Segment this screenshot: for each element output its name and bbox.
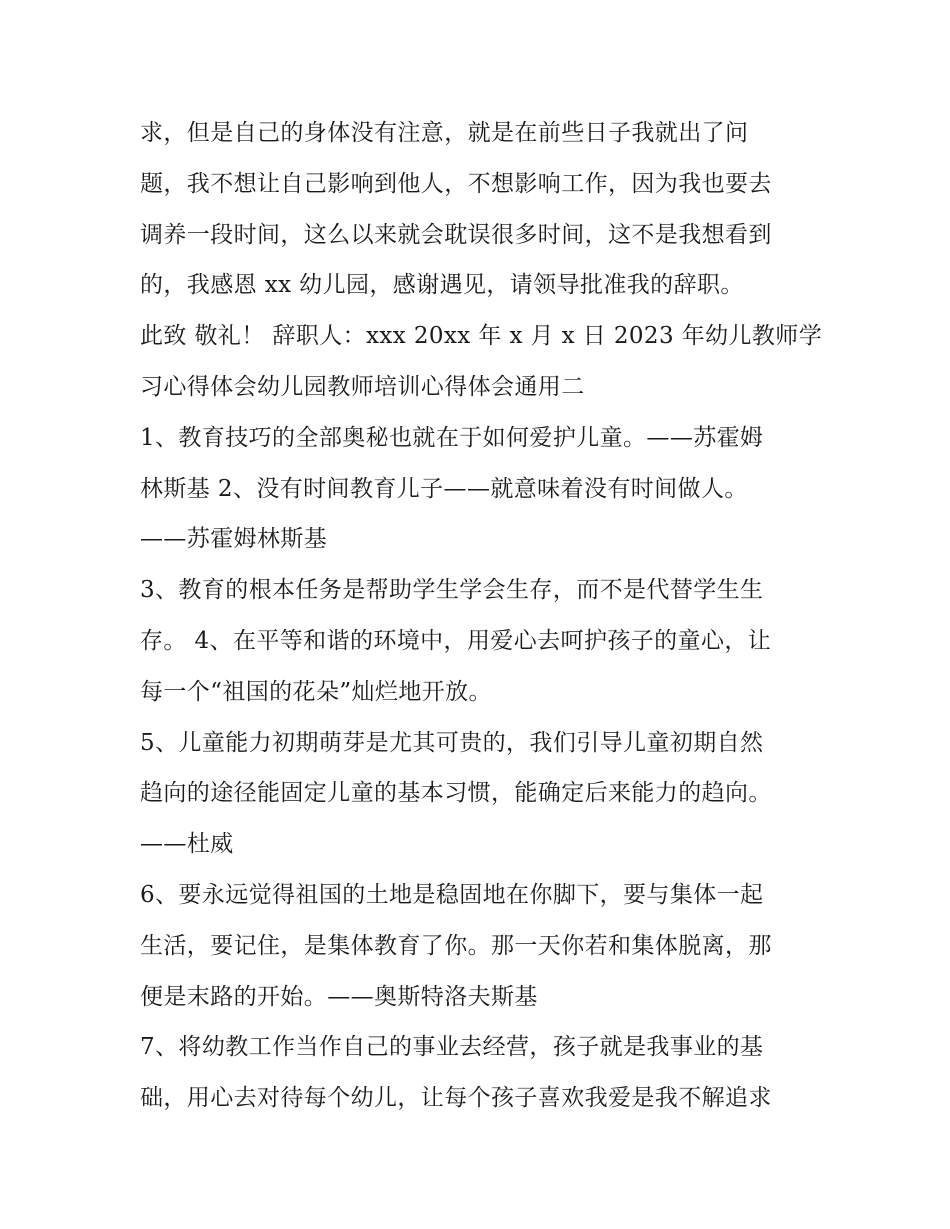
text-line: 习心得体会幼儿园教师培训心得体会通用二 (140, 373, 585, 400)
text-line: 5、儿童能力初期萌芽是尤其可贵的，我们引导儿童初期自然 (140, 729, 764, 756)
text-line: ——苏霍姆林斯基 (140, 526, 328, 553)
text-line: ——杜威 (140, 831, 234, 858)
text-line: 础，用心去对待每个幼儿，让每个孩子喜欢我爱是我不解追求 (140, 1085, 772, 1112)
text-line: 生活，要记住，是集体教育了你。那一天你若和集体脱离，那 (140, 932, 772, 959)
text-line: 趋向的途径能固定儿童的基本习惯，能确定后来能力的趋向。 (140, 780, 772, 807)
text-line: 的，我感恩 xx 幼儿园，感谢遇见，请领导批准我的辞职。 (140, 272, 744, 299)
text-line: 此致 敬礼！ 辞职人：xxx 20xx 年 x 月 x 日 2023 年幼儿教师学 (140, 323, 823, 350)
text-line: 1、教育技巧的全部奥秘也就在于如何爱护儿童。——苏霍姆 (140, 424, 764, 451)
text-line: 林斯基 2、没有时间教育儿子——就意味着没有时间做人。 (140, 475, 748, 502)
document-page (140, 108, 823, 1124)
text-line: 6、要永远觉得祖国的土地是稳固地在你脚下，要与集体一起 (140, 881, 764, 908)
text-line: 7、将幼教工作当作自己的事业去经营，孩子就是我事业的基 (140, 1034, 764, 1061)
text-line: 题，我不想让自己影响到他人，不想影响工作，因为我也要去 (140, 170, 772, 197)
text-line: 求，但是自己的身体没有注意，就是在前些日子我就出了问 (140, 120, 749, 146)
text-line: 存。 4、在平等和谐的环境中，用爱心去呵护孩子的童心，让 (140, 627, 772, 654)
text-line: 便是末路的开始。——奥斯特洛夫斯基 (140, 983, 538, 1010)
text-line: 3、教育的根本任务是帮助学生学会生存，而不是代替学生生 (140, 577, 764, 604)
text-line: 每一个“祖国的花朵”灿烂地开放。 (140, 678, 492, 705)
text-line: 调养一段时间，这么以来就会耽误很多时间，这不是我想看到 (140, 221, 772, 248)
